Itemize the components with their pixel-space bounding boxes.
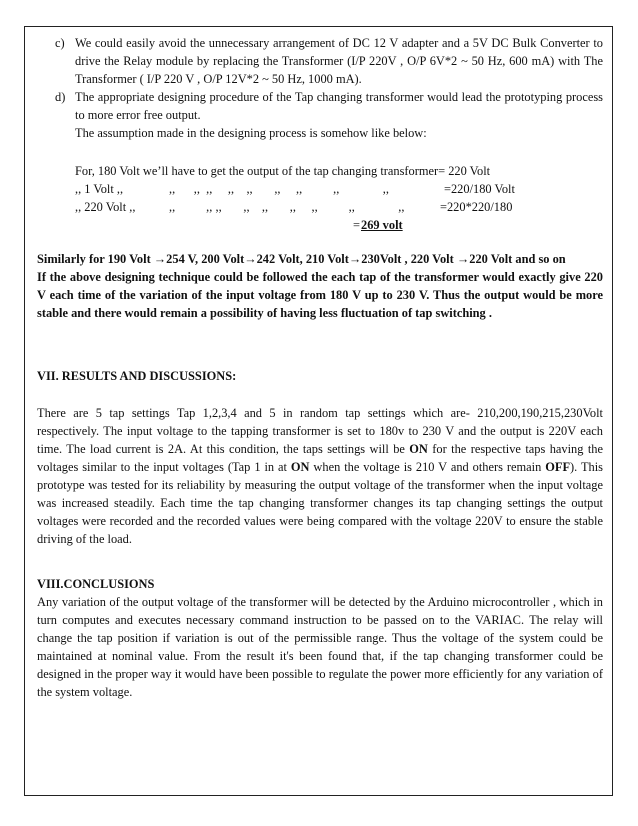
calc-prefix: ,, 1 Volt ,, (75, 182, 124, 196)
bold-off: OFF (545, 460, 571, 474)
list-marker: c) (55, 36, 65, 50)
calc-line (75, 198, 603, 216)
list-marker: d) (55, 90, 66, 104)
summary-paragraph: If the above designing technique could be followed the each tap of the transformer would exactly give 220 V each time of the variation of the input voltage from 180 V up to 230 V. Thus the output would be more stable and there would remain a possibility of having less fluctuation of tap switching . (37, 270, 603, 320)
calc-value: =220/180 Volt (444, 182, 515, 196)
calculation-block (37, 162, 603, 234)
paper-page-content (37, 34, 603, 701)
bold-on: ON (290, 460, 310, 474)
list-item-text: The appropriate designing procedure of the Tap changing transformer would lead the prototyping process to more error free output. (75, 90, 603, 122)
calc-text: For, 180 Volt we’ll have to get the output of the tap changing transformer= 220 Volt (75, 164, 491, 178)
list-item-d (37, 88, 603, 142)
list-item-text: We could easily avoid the unnecessary arrangement of DC 12 V adapter and a 5V DC Bulk Converter to drive the Relay module by replacing the Transformer (I/P 220V , O/P 6V*2 ~ 50 Hz, 600 mA) with The Transformer ( I/P 220 V , O/P 12V*2 ~ 50 Hz, 1000 mA). (75, 36, 603, 86)
section-heading-conclusions: VIII.CONCLUSIONS (37, 577, 155, 591)
list-item-text: The assumption made in the designing process is somehow like below: (75, 126, 427, 140)
section-heading-results: VII. RESULTS AND DISCUSSIONS: (37, 369, 237, 383)
summary-line: Similarly for 190 Volt →254 V, 200 Volt→242 Volt, 210 Volt→230Volt , 220 Volt →220 Volt and so on (37, 252, 566, 266)
list-item-c (37, 34, 603, 88)
calc-ditto-marks: ,, ,, ,, ,, ,, ,, ,, ,, ,, (169, 182, 389, 196)
calc-line (75, 216, 603, 234)
results-text: ). This prototype was tested for its reliability by measuring the output voltage of the transformer when the input voltage was increased steadily. Each time the tap changing transformer changes its tap changing settings the output voltages were recorded and the recorded values were being compared with the voltage 220V to ensure the stable driving of the load. (37, 460, 603, 546)
calc-result: 269 volt (361, 218, 403, 232)
calc-value: =220*220/180 (440, 200, 513, 214)
conclusions-paragraph: Any variation of the output voltage of the transformer will be detected by the Arduino microcontroller , which in turn computes and executes necessary command instruction to be passed on to the VARIAC. The relay will change the tap position if variation is out of the permissible range. Thus the voltage of the system could be maintained at nominal value. From the result it's been found that, if the tap changing transformer could be designed in the proper way it would have been possible to regulate the power more efficiently for any variation of the system voltage. (37, 595, 603, 699)
results-text: when the voltage is 210 V and others remain (309, 460, 546, 474)
bold-on: ON (409, 442, 428, 456)
calc-line (75, 162, 603, 180)
calc-ditto-marks: ,, ,, ,, ,, ,, ,, ,, ,, ,, (169, 200, 405, 214)
results-text: for the respective taps having the voltages similar to the input voltages (Tap 1 in at (37, 442, 603, 474)
results-text: There are 5 tap settings Tap 1,2,3,4 and 5 in random tap settings which are- 210,200,190,215,230Volt respectively. The input voltage to the tapping transformer is set to 180v to 230 V and the output is 220V each time. The load current is 2A. At this condition, the taps settings will be (37, 406, 603, 456)
calc-line (75, 180, 603, 198)
calc-result-equals: = (353, 218, 360, 232)
calc-prefix: ,, 220 Volt ,, (75, 200, 136, 214)
results-paragraph (37, 404, 603, 548)
